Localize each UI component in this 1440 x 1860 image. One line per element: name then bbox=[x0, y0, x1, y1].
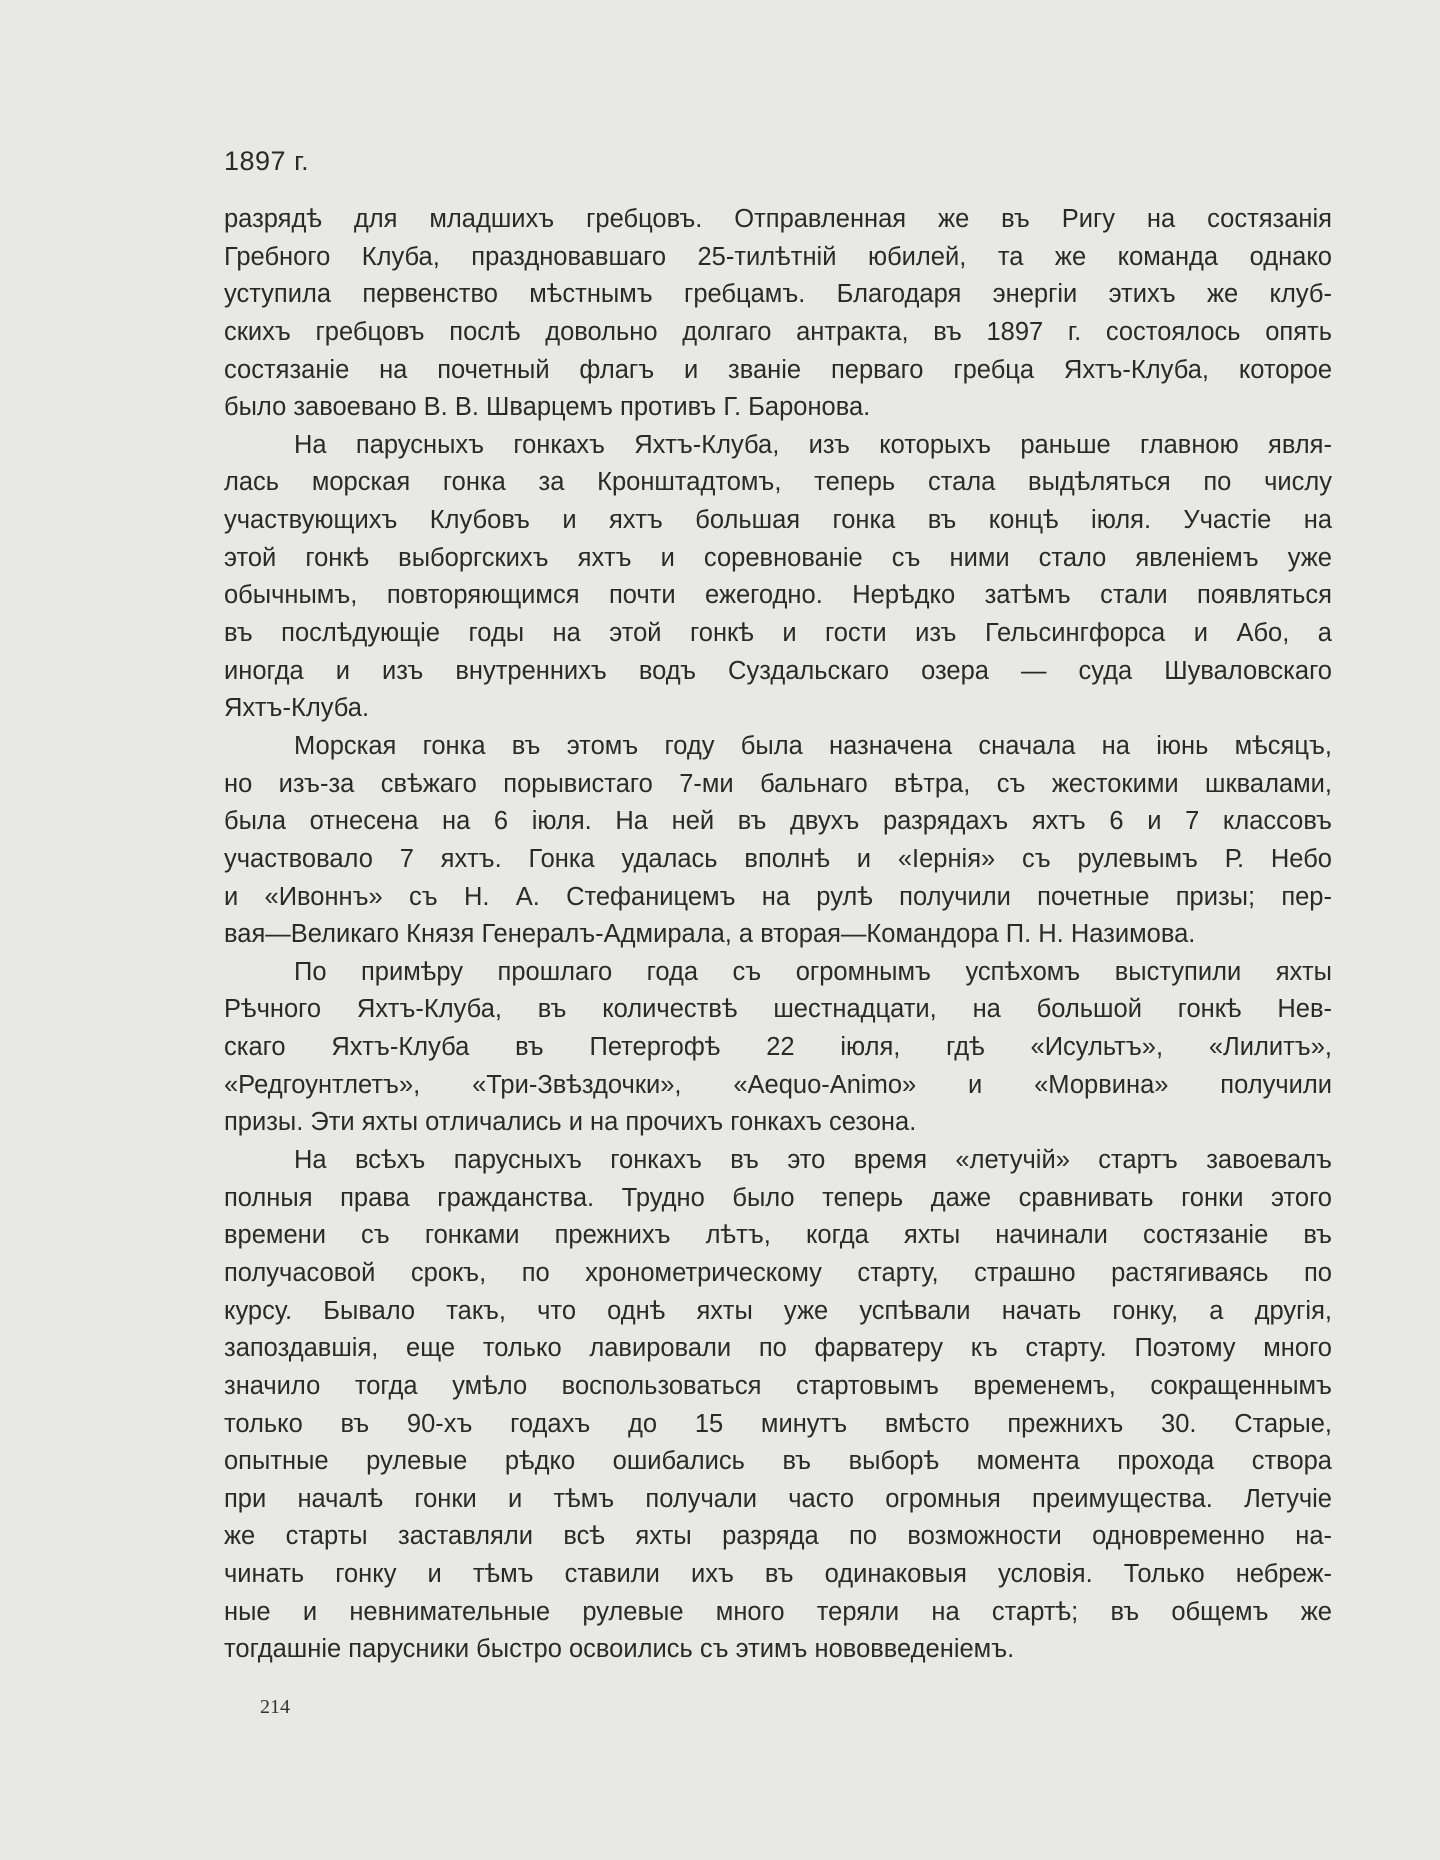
text-line: было завоевано В. В. Шварцемъ противъ Г. Баронова. bbox=[224, 393, 871, 422]
text-line: полныя права гражданства. Трудно было теперь даже сравнивать гонки этого bbox=[224, 1183, 1332, 1212]
text-line: Морская гонка въ этомъ году была назначена сначала на іюнь мѣсяцъ, bbox=[294, 731, 1332, 760]
text-line: при началѣ гонки и тѣмъ получали часто огромныя преимущества. Летучіе bbox=[224, 1484, 1332, 1513]
running-head: 1897 г. bbox=[224, 146, 310, 176]
text-line: но изъ-за свѣжаго порывистаго 7-ми бальнаго вѣтра, съ жестокими шквалами, bbox=[224, 769, 1332, 798]
text-line: обычнымъ, повторяющимся почти ежегодно. Нерѣдко затѣмъ стали появляться bbox=[224, 581, 1332, 610]
text-line: скихъ гребцовъ послѣ довольно долгаго антракта, въ 1897 г. состоялось опять bbox=[224, 317, 1332, 346]
text-line: На парусныхъ гонкахъ Яхтъ-Клуба, изъ которыхъ раньше главною явля- bbox=[294, 430, 1332, 459]
text-line: вая—Великаго Князя Генералъ-Адмирала, а вторая—Командора П. Н. Назимова. bbox=[224, 920, 1196, 949]
text-line: запоздавшія, еще только лавировали по фарватеру къ старту. Поэтому много bbox=[224, 1334, 1332, 1363]
text-line: получасовой срокъ, по хронометрическому старту, страшно растягиваясь по bbox=[224, 1258, 1332, 1287]
text-line: этой гонкѣ выборгскихъ яхтъ и соревнованіе съ ними стало явленіемъ уже bbox=[224, 543, 1332, 572]
text-line: опытные рулевые рѣдко ошибались въ выборѣ момента прохода створа bbox=[224, 1447, 1332, 1476]
text-line: разрядѣ для младшихъ гребцовъ. Отправленная же въ Ригу на состязанія bbox=[224, 205, 1332, 233]
text-line: лась морская гонка за Кронштадтомъ, теперь стала выдѣляться по числу bbox=[224, 468, 1332, 497]
text-line: «Редгоунтлетъ», «Три-Звѣздочки», «Aequo-Animo» и «Морвина» получили bbox=[224, 1070, 1332, 1099]
text-line: же старты заставляли всѣ яхты разряда по возможности одновременно на- bbox=[224, 1522, 1332, 1551]
text-line: Гребного Клуба, праздновавшаго 25-тилѣтній юбилей, та же команда однако bbox=[224, 242, 1332, 271]
text-line: призы. Эти яхты отличались и на прочихъ гонкахъ сезона. bbox=[224, 1108, 917, 1137]
text-line: и «Ивоннъ» съ Н. А. Стефаницемъ на рулѣ получили почетные призы; пер- bbox=[224, 882, 1332, 911]
text-line: уступила первенство мѣстнымъ гребцамъ. Благодаря энергіи этихъ же клуб- bbox=[224, 280, 1332, 309]
text-line: Яхтъ-Клуба. bbox=[224, 694, 370, 723]
text-line: чинать гонку и тѣмъ ставили ихъ въ одинаковыя условія. Только небреж- bbox=[224, 1560, 1332, 1589]
text-line: курсу. Бывало такъ, что однѣ яхты уже успѣвали начать гонку, а другія, bbox=[224, 1296, 1332, 1325]
text-line: въ послѣдующіе годы на этой гонкѣ и гости изъ Гельсингфорса и Або, а bbox=[224, 619, 1332, 648]
text-line: тогдашніе парусники быстро освоились съ этимъ нововведеніемъ. bbox=[224, 1635, 1015, 1664]
text-line: времени съ гонками прежнихъ лѣтъ, когда яхты начинали состязаніе въ bbox=[224, 1221, 1332, 1250]
text-line: иногда и изъ внутреннихъ водъ Суздальскаго озера — суда Шуваловскаго bbox=[224, 656, 1332, 685]
text-line: значило тогда умѣло воспользоваться стартовымъ временемъ, сокращеннымъ bbox=[224, 1371, 1332, 1400]
text-line: была отнесена на 6 іюля. На ней въ двухъ разрядахъ яхтъ 6 и 7 классовъ bbox=[224, 807, 1332, 836]
body-text bbox=[224, 201, 1332, 1669]
text-line: скаго Яхтъ-Клуба въ Петергофѣ 22 іюля, гдѣ «Исультъ», «Лилитъ», bbox=[224, 1033, 1332, 1062]
text-line: только въ 90-хъ годахъ до 15 минутъ вмѣсто прежнихъ 30. Старые, bbox=[224, 1409, 1332, 1438]
text-line: По примѣру прошлаго года съ огромнымъ успѣхомъ выступили яхты bbox=[294, 957, 1332, 986]
text-line: участвующихъ Клубовъ и яхтъ большая гонка въ концѣ іюля. Участіе на bbox=[224, 506, 1332, 535]
text-line: ные и невнимательные рулевые много теряли на стартѣ; въ общемъ же bbox=[224, 1597, 1332, 1626]
text-line: Рѣчного Яхтъ-Клуба, въ количествѣ шестнадцати, на большой гонкѣ Нев- bbox=[224, 995, 1332, 1024]
page-number: 214 bbox=[260, 1696, 290, 1718]
text-line: На всѣхъ парусныхъ гонкахъ въ это время «летучій» стартъ завоевалъ bbox=[294, 1146, 1332, 1175]
text-line: участвовало 7 яхтъ. Гонка удалась вполнѣ и «Іернія» съ рулевымъ Р. Небо bbox=[224, 844, 1332, 873]
text-line: состязаніе на почетный флагъ и званіе перваго гребца Яхтъ-Клуба, которое bbox=[224, 355, 1332, 384]
